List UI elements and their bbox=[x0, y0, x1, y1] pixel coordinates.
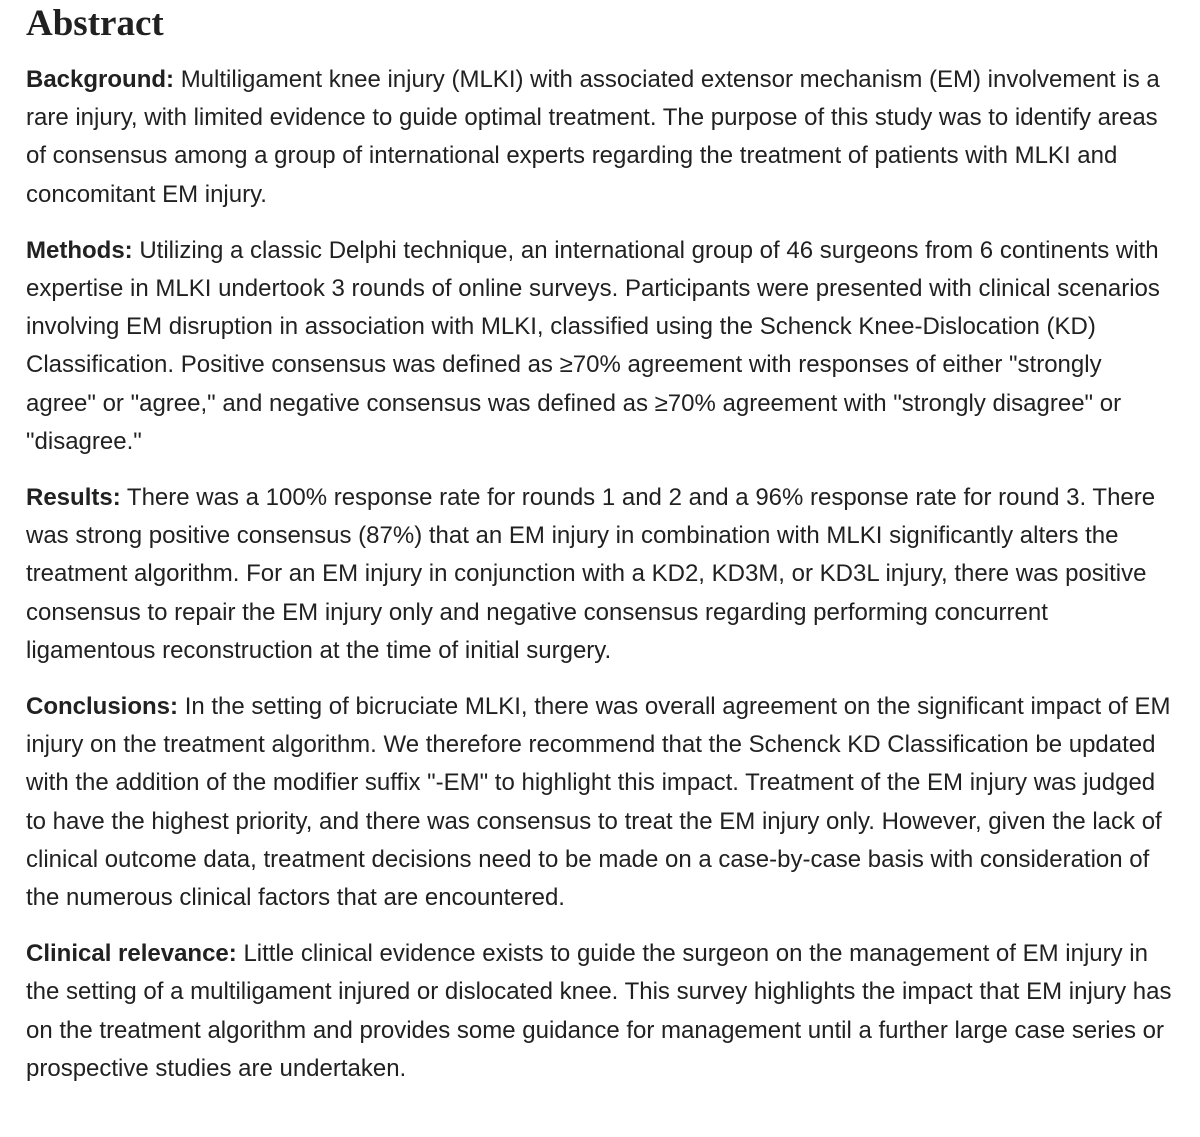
abstract-section-methods bbox=[26, 232, 1174, 461]
section-text: Utilizing a classic Delphi technique, an international group of 46 surgeons from 6 continents with expertise in MLKI undertook 3 rounds of online surveys. Participants were presented with clinical scenarios involving EM disruption in association with MLKI, classified using the Schenck Knee-Dislocation (KD) Classification. Positive consensus was defined as ≥70% agreement with responses of either "strongly agree" or "agree," and negative consensus was defined as ≥70% agreement with "strongly disagree" or "disagree." bbox=[26, 236, 1160, 455]
abstract-section-conclusions bbox=[26, 688, 1174, 917]
abstract-heading: Abstract bbox=[26, 3, 164, 44]
section-label: Results: bbox=[26, 484, 121, 512]
section-label: Clinical relevance: bbox=[26, 940, 237, 968]
section-label: Methods: bbox=[26, 236, 133, 264]
section-text: There was a 100% response rate for rounds 1 and 2 and a 96% response rate for round 3. There was strong positive consensus (87%) that an EM injury in combination with MLKI significantly alters the treatment algorithm. For an EM injury in conjunction with a KD2, KD3M, or KD3L injury, there was positive consensus to repair the EM injury only and negative consensus regarding performing concurrent ligamentous reconstruction at the time of initial surgery. bbox=[26, 484, 1156, 664]
section-label: Conclusions: bbox=[26, 693, 179, 721]
section-label: Background: bbox=[26, 66, 175, 93]
section-text: Little clinical evidence exists to guide the surgeon on the management of EM injury in the setting of a multiligament injured or dislocated knee. This survey highlights the impact that EM injury has on the treatment algorithm and provides some guidance for management until a further large case series or prospective studies are undertaken. bbox=[26, 940, 1172, 1082]
abstract-section-results bbox=[26, 479, 1174, 670]
abstract-section-background bbox=[26, 61, 1174, 214]
section-text: Multiligament knee injury (MLKI) with associated extensor mechanism (EM) involvement is a rare injury, with limited evidence to guide optimal treatment. The purpose of this study was to identify areas of consensus among a group of international experts regarding the treatment of patients with MLKI and concomitant EM injury. bbox=[26, 66, 1160, 208]
section-text: In the setting of bicruciate MLKI, there was overall agreement on the significant impact of EM injury on the treatment algorithm. We therefore recommend that the Schenck KD Classification be updated with the addition of the modifier suffix "-EM" to highlight this impact. Treatment of the EM injury was judged to have the highest priority, and there was consensus to treat the EM injury only. However, given the lack of clinical outcome data, treatment decisions need to be made on a case-by-case basis with consideration of the numerous clinical factors that are encountered. bbox=[26, 693, 1171, 912]
abstract-section-clinical-relevance bbox=[26, 935, 1174, 1088]
